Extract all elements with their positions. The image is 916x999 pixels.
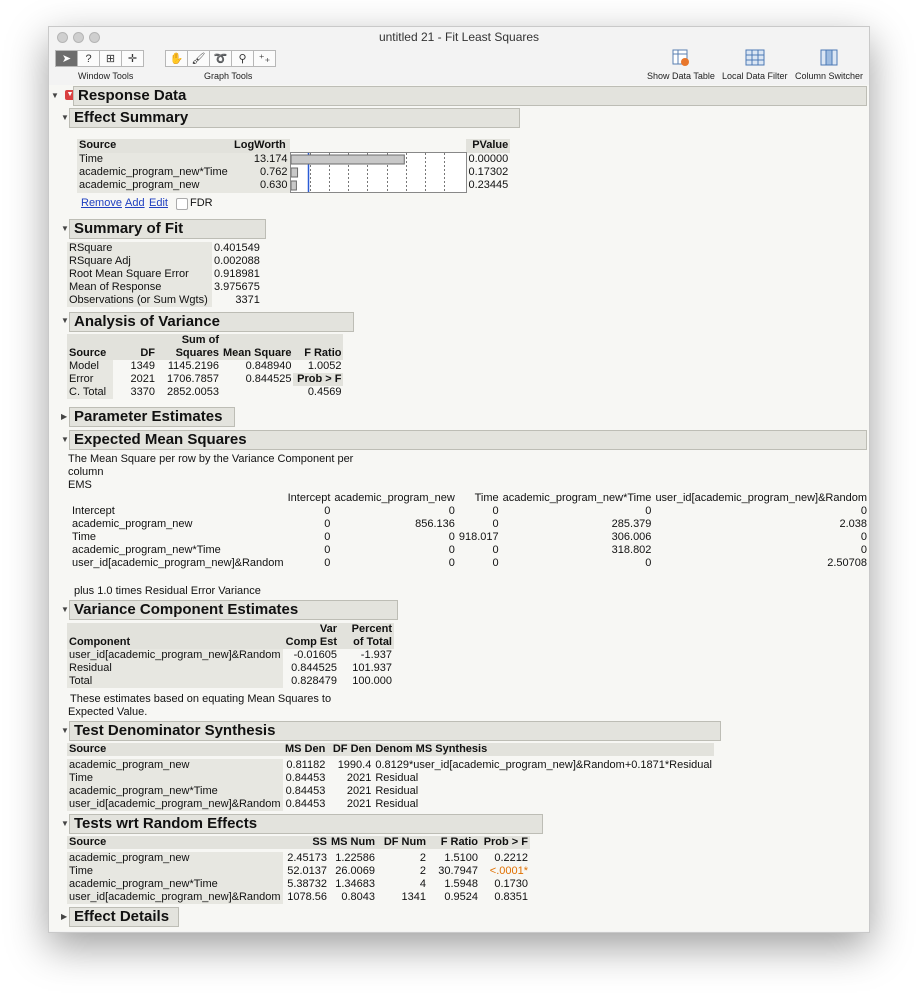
variance-component-table: Var Percent Component Comp Est of Total user_id[academic_program_new]&Random -0.01605 -1.937 Residual 0.844525 101.937 Total 0.828479 100.000 — [69, 623, 392, 687]
column-switcher-icon[interactable] — [818, 48, 840, 68]
test-denominator-header[interactable]: Test Denominator Synthesis — [69, 721, 721, 741]
col-logworth: LogWorth — [232, 139, 290, 153]
selection-icon[interactable]: ⊞ — [99, 50, 122, 67]
brush-icon[interactable]: 🖌 — [187, 50, 210, 67]
table-row: Time 0.84453 2021 Residual — [69, 772, 419, 784]
show-data-table-button[interactable]: Show Data Table — [647, 71, 715, 81]
effect-summary-header[interactable]: Effect Summary — [69, 108, 520, 128]
column-switcher-button[interactable]: Column Switcher — [795, 71, 864, 81]
minimize-window-button[interactable] — [73, 32, 84, 43]
table-row: Total 0.828479 100.000 — [69, 675, 392, 687]
report-window — [48, 26, 870, 933]
table-row[interactable]: Time 13.174 0.00000 — [77, 153, 510, 166]
zoom-window-button[interactable] — [89, 32, 100, 43]
add-link[interactable]: Add — [125, 197, 145, 209]
effect-details-header[interactable]: Effect Details — [69, 907, 179, 927]
parameter-estimates-header[interactable]: Parameter Estimates — [69, 407, 235, 427]
table-row: user_id[academic_program_new]&Random 1078.56 0.8043 1341 0.9524 0.8351 — [69, 891, 528, 903]
edit-link[interactable]: Edit — [149, 197, 168, 209]
logworth-bar — [291, 168, 298, 177]
local-data-filter-icon[interactable] — [744, 48, 766, 68]
table-row: academic_program_new*Time 5.38732 1.34683 4 1.5948 0.1730 — [69, 878, 528, 890]
crosshair-icon[interactable]: ✛ — [121, 50, 144, 67]
disclosure-expanded-icon[interactable]: ▼ — [61, 316, 69, 325]
title-bar — [49, 27, 869, 47]
significant-pvalue: <.0001* — [489, 865, 528, 877]
disclosure-expanded-icon[interactable]: ▼ — [61, 819, 69, 828]
disclosure-expanded-icon[interactable]: ▼ — [61, 224, 69, 233]
ems-footer: plus 1.0 times Residual Error Variance — [74, 585, 261, 597]
random-effects-table: Source SS MS Num DF Num F Ratio Prob > F academic_program_new 2.45173 1.22586 2 1.5100 0.2212 Time 52.0137 26.0069 2 30.7947 <.0001* academic_program_new*Time 5.38732 1.34683 4 1.5948 0.1730 user_id[academic_program_new]&Random 1078.56 0.8043 1341 0.9524 0.8351 — [69, 836, 528, 903]
table-row: RSquare Adj 0.002088 — [69, 255, 260, 267]
table-row[interactable]: academic_program_new*Time 0.762 0.17302 — [79, 165, 509, 178]
help-icon[interactable]: ? — [77, 50, 100, 67]
window-title: untitled 21 - Fit Least Squares — [378, 30, 540, 44]
summary-of-fit-table — [67, 242, 262, 307]
variance-note-cont: Expected Value. — [68, 706, 148, 718]
red-triangle-menu-icon[interactable]: ▼ — [66, 91, 74, 98]
disclosure-expanded-icon[interactable]: ▼ — [51, 91, 59, 100]
variance-note: These estimates based on equating Mean Squares to — [70, 693, 332, 705]
disclosure-collapsed-icon[interactable]: ▶ — [61, 912, 68, 921]
table-row: academic_program_new 2.45173 1.22586 2 1.5100 0.2212 — [69, 852, 528, 864]
table-row[interactable]: academic_program_new 0.630 0.23445 — [79, 179, 509, 192]
logworth-chart — [290, 153, 466, 193]
analysis-of-variance-header[interactable]: Analysis of Variance — [69, 312, 354, 332]
ems-description-cont: column — [68, 466, 104, 478]
disclosure-expanded-icon[interactable]: ▼ — [61, 113, 69, 122]
summary-of-fit-header[interactable]: Summary of Fit — [69, 219, 266, 239]
variance-component-header[interactable]: Variance Component Estimates — [69, 600, 398, 620]
table-row: academic_program_new 0 856.136 0 285.379 2.038 — [72, 518, 867, 530]
table-row: academic_program_new*Time 0 0 0 318.802 0 — [72, 544, 867, 556]
hand-icon[interactable]: ✋ — [165, 50, 188, 67]
ems-description: The Mean Square per row by the Variance Component per — [68, 453, 354, 465]
disclosure-expanded-icon[interactable]: ▼ — [61, 435, 69, 444]
table-row: Observations (or Sum Wgts) 3371 — [69, 294, 260, 306]
effect-summary-table — [77, 139, 510, 193]
table-row: Residual 0.844525 101.937 — [69, 662, 392, 674]
graph-tools-group — [165, 50, 275, 67]
logworth-bar — [291, 155, 404, 164]
ems-table: Intercept academic_program_new Time academic_program_new*Time user_id[academic_program_new]&Random Intercept 0 0 0 0 0 academic_program_new 0 856.136 0 285.379 2.038 Time 0 0 918.017 306.006 0 academic_program_new*Time 0 0 0 318.802 0 user_id[academic_program_new]&Random 0 0 0 0 2.50708 — [72, 492, 867, 569]
logworth-bar — [291, 181, 296, 190]
fdr-checkbox[interactable] — [176, 198, 188, 210]
table-row: Model 1349 1145.2196 0.848940 1.0052 — [69, 360, 342, 372]
fdr-label: FDR — [190, 197, 213, 209]
toolbar — [49, 47, 869, 85]
table-row: Root Mean Square Error 0.918981 — [69, 268, 260, 280]
disclosure-collapsed-icon[interactable]: ▶ — [61, 412, 68, 421]
disclosure-expanded-icon[interactable]: ▼ — [61, 726, 69, 735]
col-source: Source — [77, 139, 232, 153]
show-data-table-icon[interactable] — [670, 48, 692, 68]
table-row: academic_program_new*Time 0.84453 2021 Residual — [69, 785, 419, 797]
report-content — [49, 85, 869, 931]
ems-label: EMS — [68, 479, 92, 491]
response-data-header[interactable]: Response Data — [73, 86, 867, 106]
table-row: user_id[academic_program_new]&Random -0.01605 -1.937 — [69, 649, 392, 661]
table-row: Error 2021 1706.7857 0.844525 Prob > F — [69, 373, 342, 385]
disclosure-expanded-icon[interactable]: ▼ — [61, 605, 69, 614]
table-row: user_id[academic_program_new]&Random 0 0 0 0 2.50708 — [72, 557, 867, 569]
table-row: Time 0 0 918.017 306.006 0 — [72, 531, 867, 543]
table-row: user_id[academic_program_new]&Random 0.84453 2021 Residual — [69, 798, 419, 810]
table-row: C. Total 3370 2852.0053 0.4569 — [69, 386, 342, 398]
lasso-icon[interactable]: ➰ — [209, 50, 232, 67]
window-tools-group — [55, 50, 143, 67]
close-window-button[interactable] — [57, 32, 68, 43]
test-denominator-table: Source MS Den DF Den Denom MS Synthesis academic_program_new 0.81182 1990.4 0.8129*user_id[academic_program_new]&Random+0.1871*Residual Time 0.84453 2021 Residual academic_program_new*Time 0.84453 2021 Residual user_id[academic_program_new]&Random 0.84453 2021 Residual — [69, 743, 712, 810]
window-tools-label: Window Tools — [78, 71, 134, 81]
table-row: academic_program_new 0.81182 1990.4 0.8129*user_id[academic_program_new]&Random+0.1871*Residual — [69, 759, 712, 771]
random-effects-header[interactable]: Tests wrt Random Effects — [69, 814, 543, 834]
remove-link[interactable]: Remove — [81, 197, 122, 209]
table-row: Mean of Response 3.975675 — [69, 281, 260, 293]
magnifier-icon[interactable]: ⚲ — [231, 50, 254, 67]
graph-tools-label: Graph Tools — [204, 71, 253, 81]
local-data-filter-button[interactable]: Local Data Filter — [722, 71, 788, 81]
table-row: Intercept 0 0 0 0 0 — [72, 505, 867, 517]
table-row: RSquare 0.401549 — [69, 242, 260, 254]
table-row: Time 52.0137 26.0069 2 30.7947 <.0001* — [69, 865, 528, 877]
anova-table: Sum of Source DF Squares Mean Square F Ratio Model 1349 1145.2196 0.848940 1.0052 Error 2021 1706.7857 0.844525 Prob > F C. Total 3370 2852.0053 0.4569 — [69, 334, 342, 398]
arrow-icon[interactable]: ➤ — [55, 50, 78, 67]
annotate-icon[interactable]: ⁺₊ — [253, 50, 276, 67]
logworth-bars — [291, 153, 463, 192]
expected-mean-squares-header[interactable]: Expected Mean Squares — [69, 430, 867, 450]
col-pvalue: PValue — [466, 139, 510, 153]
